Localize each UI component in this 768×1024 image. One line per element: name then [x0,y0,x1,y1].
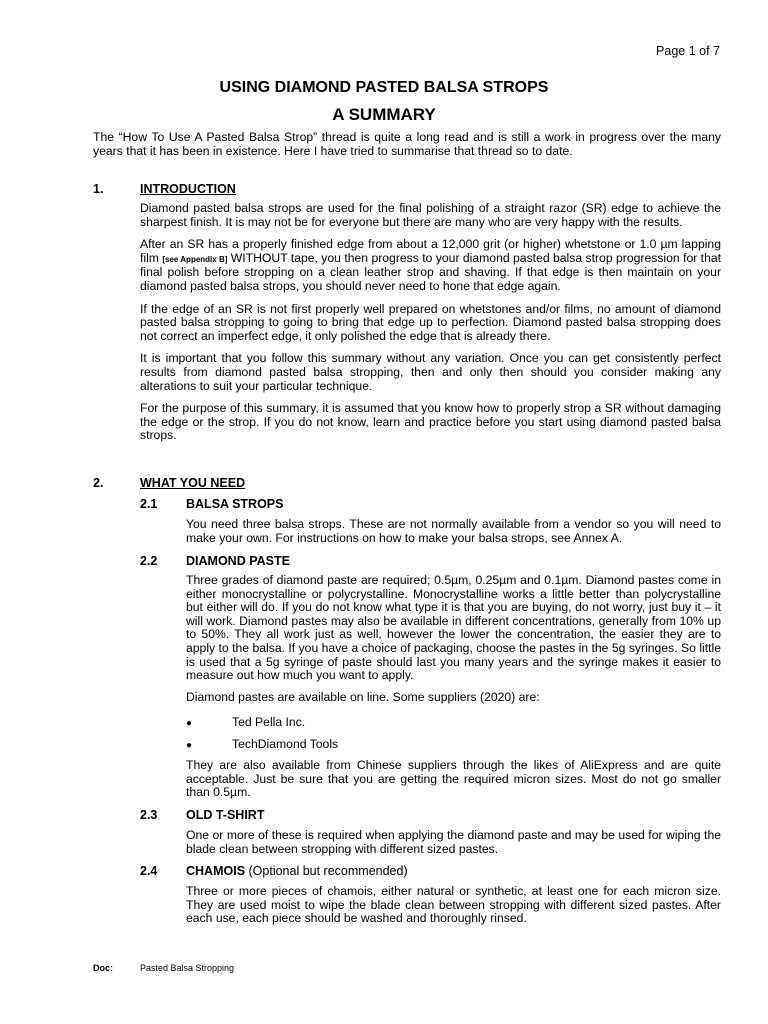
section-title: WHAT YOU NEED [140,476,246,490]
subsection-note: (Optional but recommended) [248,864,408,878]
subsection-title: CHAMOIS [186,864,246,878]
subsection-number: 2.2 [140,554,158,568]
subsection-2-4-body [186,885,721,934]
paragraph: For the purpose of this summary, it is assumed that you know how to properly strop a SR without damaging the edge or the strop. If you do not know, learn and practice before you start using diamond pasted balsa strops. [140,401,721,443]
page-number: Page 1 of 7 [656,44,720,58]
supplier-name: TechDiamond Tools [232,737,339,751]
supplier-name: Ted Pella Inc. [232,715,306,729]
paragraph: If the edge of an SR is not first properly well prepared on whetstones and/or films, no amount of diamond pasted balsa stropping to going to bring that edge up to perfection. Diamond pasted balsa stropping does not correct an imperfect edge, it only polished the edge that is already there. [140,301,721,343]
paragraph: You need three balsa strops. These are not normally available from a vendor so you will need to make your own. For instructions on how to make your balsa strops, see Annex A. [186,517,721,545]
paragraph: Three or more pieces of chamois, either natural or synthetic, at least one for each micron size. They are used moist to wipe the blade clean between stropping with different sized pastes. After each use, each piece should be washed and thoroughly rinsed. [186,884,721,926]
subsection-number: 2.1 [140,497,158,511]
list-item [186,737,338,751]
subsection-2-3-heading [140,808,264,822]
subsection-2-2-body [186,574,721,712]
subsection-2-2-continued [186,759,721,808]
paragraph [140,238,721,293]
subsection-number: 2.4 [140,864,158,878]
list-item [186,715,305,729]
bullet-icon: ● [186,718,193,729]
bullet-icon: ● [186,740,193,751]
text-run: WITHOUT tape, you then progress to your diamond pasted balsa strop progression for that final polish before stropping on a clean leather strop and shaving. If that edge is then maintain on your diamond pasted balsa strops, you should never need to hone that edge again. [140,250,722,293]
footer-label: Doc: [93,963,113,973]
document-subtitle: A SUMMARY [332,105,436,124]
section-1-heading [93,182,236,196]
subsection-number: 2.3 [140,808,158,822]
subsection-2-3-body [186,829,721,864]
subsection-title: DIAMOND PASTE [186,554,290,568]
section-2-heading [93,476,245,490]
document-title: USING DIAMOND PASTED BALSA STROPS [219,79,549,96]
page-footer [93,963,234,973]
paragraph: Diamond pastes are available on line. Some suppliers (2020) are: [186,689,540,704]
section-number: 2. [93,476,104,490]
intro-paragraph: The “How To Use A Pasted Balsa Strop” thread is quite a long read and is still a work in progress over the many years that it has been in existence. Here I have tried to summarise that thread so to date. [93,130,721,158]
subsection-2-1-heading [140,497,283,511]
subsection-2-4-heading [140,864,408,878]
section-1-body [140,202,721,452]
subsection-title: BALSA STROPS [186,497,284,511]
subsection-2-1-body [186,518,721,553]
paragraph: They are also available from Chinese suppliers through the likes of AliExpress and are quite acceptable. Just be sure that you are getting the required micron sizes. Most do not go smaller than 0.5µm. [186,758,721,800]
text-run: After an SR has a properly finished edge from about a 12,000 grit (or higher) whetstone or 1.0 µm lapping film [140,237,721,265]
subsection-title: OLD T-SHIRT [186,808,265,822]
section-number: 1. [93,182,104,196]
appendix-reference: [see Appendix B] [162,254,228,264]
section-title: INTRODUCTION [140,182,236,196]
paragraph: Diamond pasted balsa strops are used for the final polishing of a straight razor (SR) edge to achieve the sharpest finish. It is may not be for everyone but there are many who are very happy with the results. [140,201,721,229]
footer-value: Pasted Balsa Stropping [140,963,235,973]
paragraph: It is important that you follow this summary without any variation. Once you can get consistently perfect results from diamond pasted balsa stropping, then and only then should you consider making any alterations to suit your particular technique. [140,351,721,393]
subsection-2-2-heading [140,554,290,568]
paragraph: Three grades of diamond paste are required; 0.5µm, 0.25µm and 0.1µm. Diamond pastes come in either monocrystalline or polycrystalline. Monocrystalline works a little better than polycrystalline but either will do. If you do not know what type it is that you are buying, do not worry, just buy it – it will work. Diamond pastes may also be available in different concentrations, generally from 10% up to 50%. They all work just as well, however the lower the concentration, the easier they are to apply to the balsa. If you have a choice of packaging, choose the pastes in the 5g syringes. So little is used that a 5g syringe of paste should last you many years and the syringe makes it easier to measure out how much you want to apply. [186,573,721,683]
paragraph: One or more of these is required when applying the diamond paste and may be used for wiping the blade clean between stropping with different sized pastes. [186,828,721,856]
